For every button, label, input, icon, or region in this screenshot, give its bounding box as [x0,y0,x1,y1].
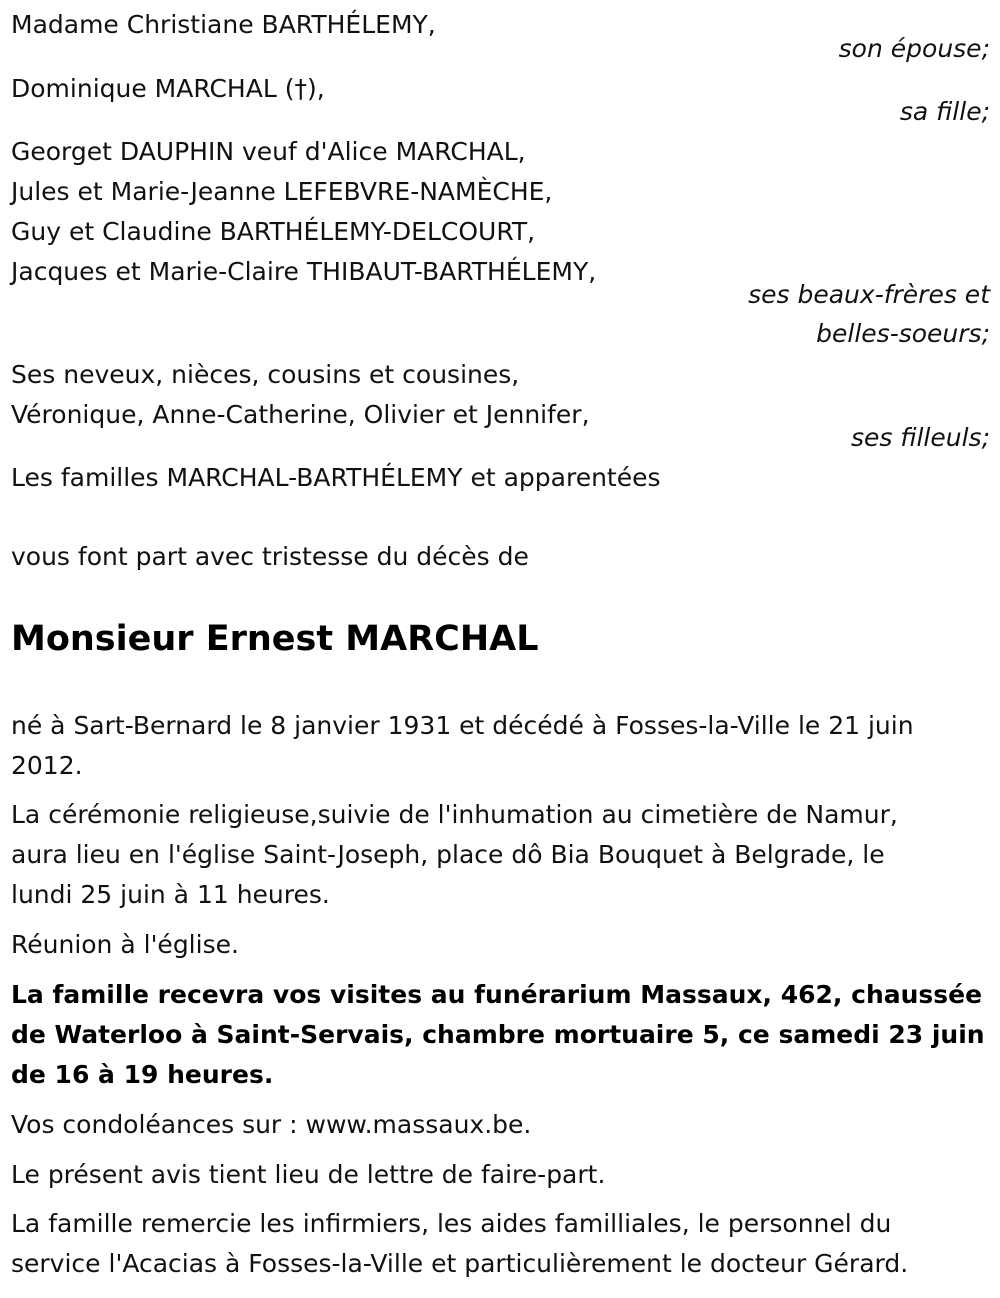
ceremony-line: La cérémonie religieuse,suivie de l'inhumation au cimetière de Namur, [11,800,898,829]
thanks-line: service l'Acacias à Fosses-la-Ville et particulièrement le docteur Gérard. [11,1249,909,1278]
in-law-line: Guy et Claudine BARTHÉLEMY-DELCOURT, [11,217,536,246]
nephews-line: Ses neveux, nièces, cousins et cousines, [11,360,520,389]
families-line: Les familles MARCHAL-BARTHÉLEMY et apparentées [11,463,661,492]
in-law-line: Georget DAUPHIN veuf d'Alice MARCHAL, [11,137,526,166]
condolences-line: Vos condoléances sur : www.massaux.be. [11,1110,532,1139]
in-law-line: Jacques et Marie-Claire THIBAUT-BARTHÉLEMY, [11,257,597,286]
daughter-line: Dominique MARCHAL (†), [11,74,325,103]
godchildren-line: Véronique, Anne-Catherine, Olivier et Jennifer, [11,400,590,429]
deceased-name: Monsieur Ernest MARCHAL [11,619,539,659]
in-laws-role: ses beaux-frères et [748,280,990,309]
visits-line: La famille recevra vos visites au funérarium Massaux, 462, chaussée [11,980,983,1009]
spouse-line: Madame Christiane BARTHÉLEMY, [11,10,436,39]
announcement-line: vous font part avec tristesse du décès de [11,542,529,571]
in-law-line: Jules et Marie-Jeanne LEFEBVRE-NAMÈCHE, [11,177,553,206]
visits-line: de Waterloo à Saint-Servais, chambre mortuaire 5, ce samedi 23 juin [11,1020,985,1049]
daughter-role: sa fille; [899,97,990,126]
birth-death-line: 2012. [11,751,83,780]
ceremony-line: lundi 25 juin à 11 heures. [11,880,330,909]
notice-line: Le présent avis tient lieu de lettre de faire-part. [11,1160,606,1189]
thanks-line: La famille remercie les infirmiers, les aides familliales, le personnel du [11,1209,892,1238]
in-laws-role-continued: belles-soeurs; [816,319,990,348]
visits-line: de 16 à 19 heures. [11,1060,274,1089]
godchildren-role: ses filleuls; [850,423,990,452]
ceremony-line: aura lieu en l'église Saint-Joseph, place dô Bia Bouquet à Belgrade, le [11,840,885,869]
spouse-role: son épouse; [838,34,990,63]
birth-death-line: né à Sart-Bernard le 8 janvier 1931 et décédé à Fosses-la-Ville le 21 juin [11,711,914,740]
meeting-line: Réunion à l'église. [11,930,239,959]
